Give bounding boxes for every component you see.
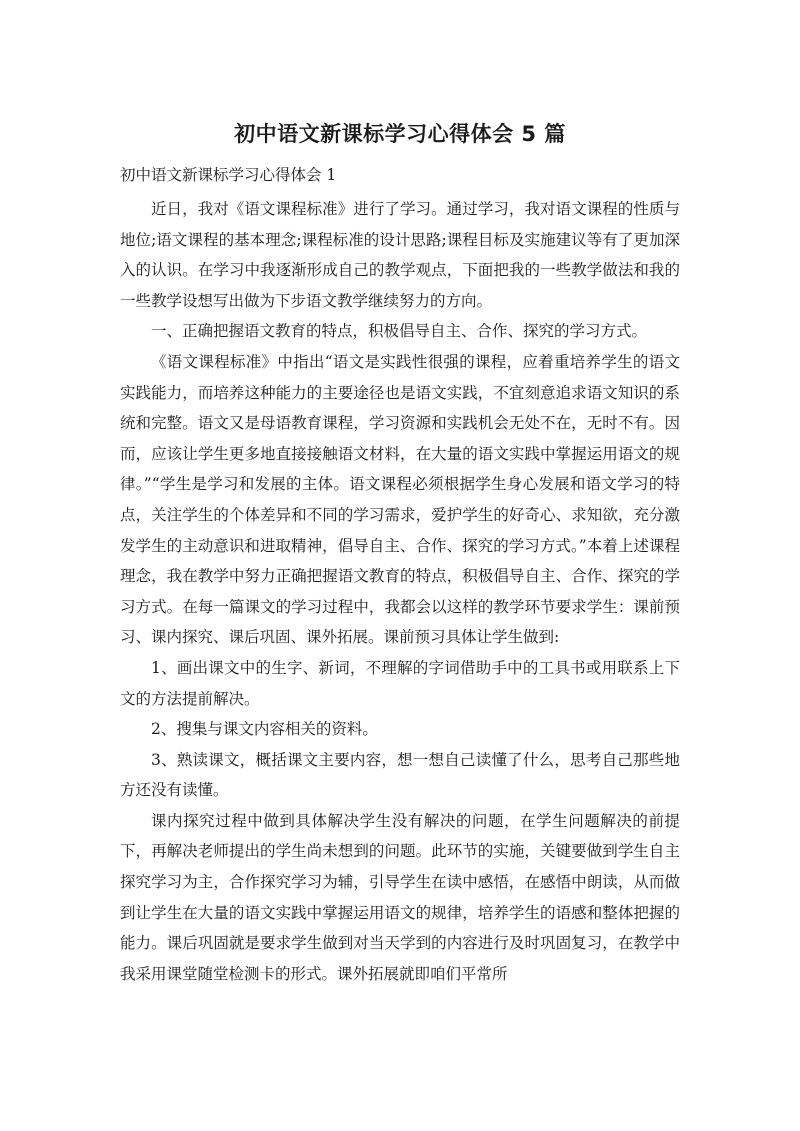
list-item-preview-1: 1、画出课文中的生字、新词，不理解的字词借助手中的工具书或用联系上下文的方法提前解决。 [120,658,680,708]
paragraph-inquiry: 课内探究过程中做到具体解决学生没有解决的问题，在学生问题解决的前提下，再解决老师提出的学生尚未想到的问题。此环节的实施，关键要做到学生自主探究学习为主，合作探究学习为辅，引导学生在读中感悟，在感悟中朗读，从而做到让学生在大量的语文实践中掌握运用语文的规律，培养学生的语感和整体把握的能力。课后巩固就是要求学生做到对当天学到的内容进行及时巩固复习，在教学中我采用课堂随堂检测卡的形式。课外拓展就即咱们平常所 [120,811,680,983]
document-body [120,194,680,989]
paragraph-point-one: 一、正确把握语文教育的特点，积极倡导自主、合作、探究的学习方式。 [151,322,648,341]
document-title: 初中语文新课标学习心得体会 5 篇 [234,122,566,146]
paragraph-standard-quote: 《语文课程标准》中指出“语文是实践性很强的课程，应着重培养学生的语文实践能力，而培养这种能力的主要途径也是语文实践，不宜刻意追求语文知识的系统和完整。语文又是母语教育课程，学习资源和实践机会无处不在，无时不有。因而，应该让学生更多地直接接触语文材料，在大量的语文实践中掌握运用语文的规律。”“学生是学习和发展的主体。语文课程必须根据学生身心发展和语文学习的特点，关注学生的个体差异和不同的学习需求，爱护学生的好奇心、求知欲，充分激发学生的主动意识和进取精神，倡导自主、合作、探究的学习方式。”本着上述课程理念，我在教学中努力正确把握语文教育的特点，积极倡导自主、合作、探究的学习方式。在每一篇课文的学习过程中，我都会以这样的教学环节要求学生：课前预习、课内探究、课后巩固、课外拓展。课前预习具体让学生做到: [120,352,680,647]
list-item-preview-3: 3、熟读课文，概括课文主要内容，想一想自己读懂了什么，思考自己那些地方还没有读懂。 [120,750,680,800]
section-heading: 初中语文新课标学习心得体会 1 [120,166,337,184]
list-item-preview-2: 2、搜集与课文内容相关的资料。 [151,720,378,739]
paragraph-intro: 近日，我对《语文课程标准》进行了学习。通过学习，我对语文课程的性质与地位;语文课程的基本理念;课程标准的设计思路;课程目标及实施建议等有了更加深入的认识。在学习中我逐渐形成自己的教学观点，下面把我的一些教学做法和我的一些教学设想写出做为下步语文教学继续努力的方向。 [120,200,680,310]
